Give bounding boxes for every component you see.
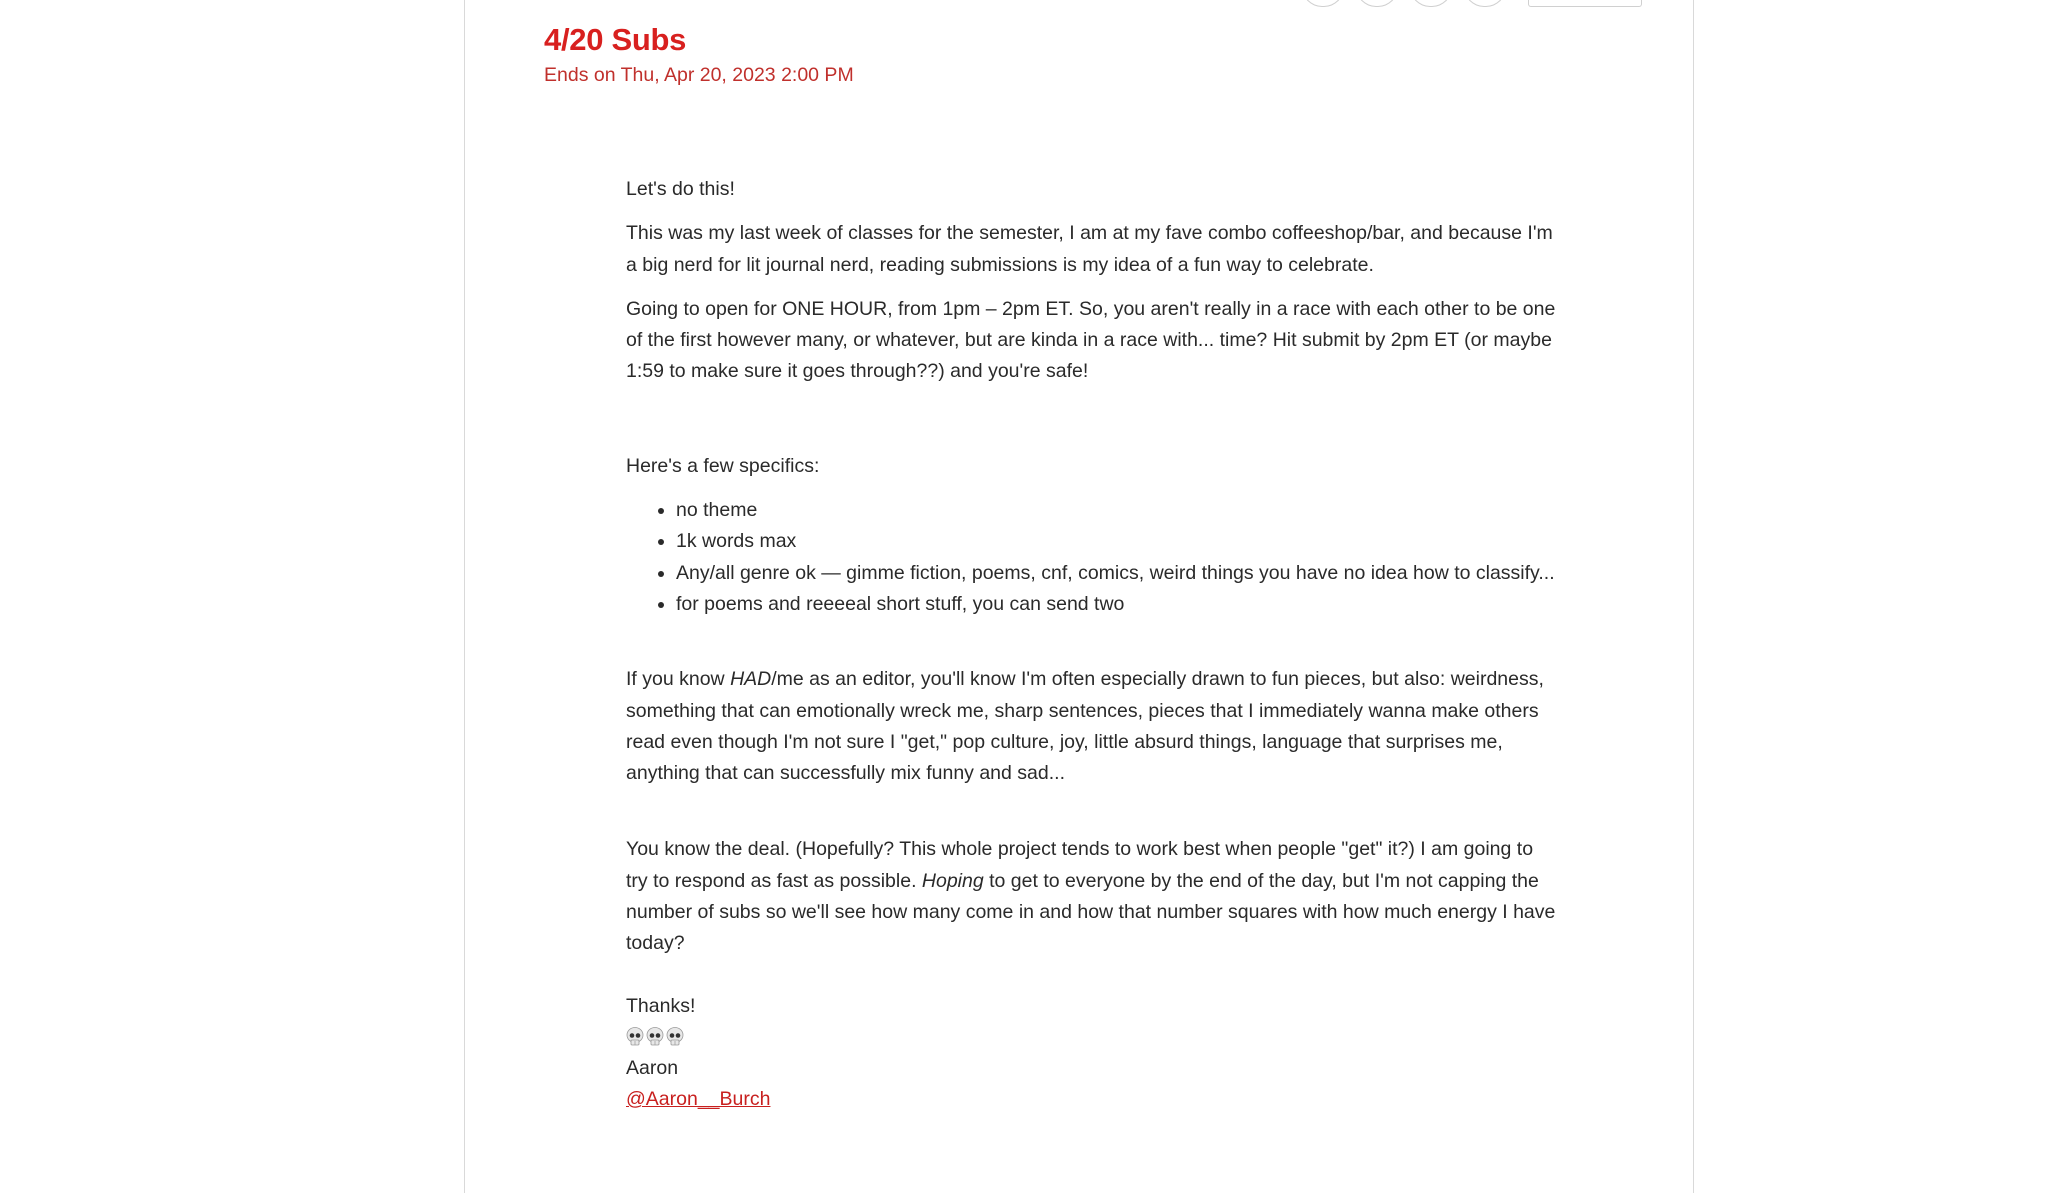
skull-icon bbox=[666, 1027, 684, 1047]
skull-icon bbox=[626, 1027, 644, 1047]
share-buttons bbox=[1302, 0, 1506, 7]
paragraph bbox=[626, 664, 1556, 789]
paragraph: Here's a few specifics: bbox=[626, 454, 820, 477]
description bbox=[626, 174, 1556, 1116]
thanks-text: Thanks! bbox=[626, 994, 696, 1017]
list-item: • Any/all genre ok — gimme fiction, poems, cnf, comics, weird things you have no idea how to classify... bbox=[676, 558, 1556, 589]
signature: Aaron bbox=[626, 1056, 679, 1079]
paragraph-text: /me as an editor, you'll know I'm often especially drawn to fun pieces, but also: weirdness, something that can emotionally wreck me, sharp sentences, pieces that I immediately wanna make others read even though I'm not sure I "get," pop culture, joy, little absurd things, language that surprises me, anything that can successfully mix funny and sad... bbox=[626, 668, 1544, 785]
skull-emojis bbox=[626, 1022, 1556, 1053]
paragraph-text: You know the deal. (Hopefully? This whole project tends to work best when people "get" it?) I am going to try to respond as fast as possible. bbox=[626, 838, 1534, 892]
paragraph-emphasis: Hoping bbox=[921, 869, 984, 892]
list-item: • no theme bbox=[676, 495, 1556, 526]
paragraph: Going to open for ONE HOUR, from 1pm – 2pm ET. So, you aren't really in a race with each other to be one of the first however many, or whatever, but are kinda in a race with... time? Hit submit by 2pm ET (or maybe 1:59 to make sure it goes through??) and you're safe! bbox=[626, 297, 1556, 383]
list-item: • 1k words max bbox=[676, 526, 1556, 557]
paragraph: Let's do this! bbox=[626, 178, 735, 200]
twitter-handle-paragraph bbox=[626, 1084, 1556, 1115]
paragraph: This was my last week of classes for the semester, I am at my fave combo coffeeshop/bar, and because I'm a big nerd for lit journal nerd, reading submissions is my idea of a fun way to celebrate. bbox=[626, 222, 1553, 276]
share-icon-2[interactable] bbox=[1356, 0, 1398, 7]
skull-icon bbox=[646, 1027, 664, 1047]
twitter-handle-link[interactable]: @Aaron__Burch bbox=[626, 1088, 771, 1111]
share-icon-1[interactable] bbox=[1302, 0, 1344, 7]
paragraph bbox=[626, 834, 1556, 959]
page-title: 4/20 Subs bbox=[544, 22, 687, 57]
share-icon-3[interactable] bbox=[1410, 0, 1452, 7]
share-icon-4[interactable] bbox=[1464, 0, 1506, 7]
list-item: • for poems and reeeeal short stuff, you can send two bbox=[676, 589, 1556, 620]
paragraph-emphasis: HAD bbox=[730, 668, 772, 691]
specifics-list bbox=[626, 495, 1556, 620]
submit-button[interactable] bbox=[1528, 0, 1642, 7]
paragraph-text: If you know bbox=[626, 668, 731, 691]
deadline-text: Ends on Thu, Apr 20, 2023 2:00 PM bbox=[544, 64, 854, 86]
paragraph-text: to get to everyone by the end of the day, but I'm not capping the number of subs so we'll see how many come in and how that number squares with how much energy I have today? bbox=[626, 869, 1556, 955]
